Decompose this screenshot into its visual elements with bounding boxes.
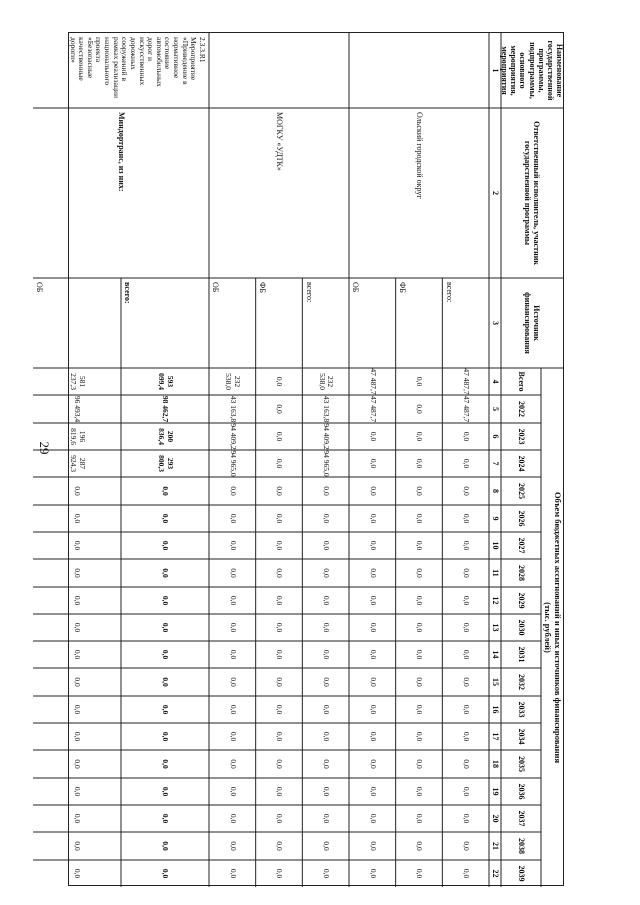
value-cell: 0,0: [73, 595, 83, 606]
value-cell: 0,0: [368, 759, 378, 769]
source-cell: всего:: [304, 282, 314, 303]
value-cell: 0,0: [228, 568, 238, 578]
value-cell: 593 099,4: [157, 373, 175, 390]
header-year-2027: 2027: [516, 537, 526, 554]
value-cell: 94 965,0: [321, 450, 331, 477]
value-cell: 0,0: [275, 376, 285, 387]
value-cell: 0,0: [461, 649, 471, 660]
value-cell: 0,0: [275, 704, 285, 715]
column-number: 6: [490, 434, 500, 439]
value-cell: 0,0: [415, 731, 425, 742]
value-cell: 0,0: [228, 731, 238, 742]
value-cell: 0,0: [275, 786, 285, 797]
column-number: 3: [490, 321, 500, 325]
value-cell: 0,0: [275, 458, 285, 469]
value-cell: 0,0: [275, 731, 285, 742]
column-number: 1: [490, 68, 500, 73]
value-cell: 0,0: [275, 513, 285, 524]
column-number: 8: [490, 489, 500, 493]
column-number: 19: [490, 787, 500, 796]
value-cell: 581 237,3: [69, 373, 87, 390]
header-year-2032: 2032: [516, 674, 526, 690]
column-number: 10: [490, 541, 500, 550]
value-cell: 0,0: [73, 813, 83, 824]
column-number: 15: [490, 678, 500, 686]
value-cell: 293 800,3: [157, 455, 175, 472]
value-cell: 0,0: [275, 404, 285, 414]
group-name-1: [209, 33, 349, 108]
value-cell: 0,0: [368, 568, 378, 578]
source-cell: всего:: [444, 282, 454, 303]
value-cell: 0,0: [228, 540, 238, 551]
header-year-2031: 2031: [516, 646, 526, 663]
column-number: 11: [490, 569, 500, 577]
value-cell: 0,0: [321, 486, 331, 496]
value-cell: 0,0: [321, 868, 331, 879]
value-cell: 0,0: [461, 841, 471, 851]
value-cell: 0,0: [275, 677, 285, 687]
value-cell: 0,0: [161, 649, 171, 660]
value-cell: 0,0: [415, 704, 425, 715]
value-cell: 0,0: [73, 513, 83, 524]
value-cell: 98 462,7: [161, 395, 171, 423]
value-cell: 0,0: [321, 513, 331, 524]
rotated-page: [0, 32, 565, 882]
column-number: 18: [490, 760, 500, 768]
value-cell: 0,0: [321, 595, 331, 606]
header-volume-title: [541, 368, 563, 887]
value-cell: 0,0: [228, 622, 238, 633]
value-cell: 0,0: [73, 622, 83, 633]
value-cell: 0,0: [161, 568, 171, 578]
header-year-2024: 2024: [516, 455, 526, 472]
header-total: Всего: [516, 371, 526, 392]
header-executor: Ответственный исполнитель, участник государственной программы: [523, 121, 542, 265]
value-cell: 232 538,0: [317, 373, 336, 390]
value-cell: 0,0: [415, 376, 425, 387]
value-cell: 0,0: [415, 486, 425, 496]
source-cell: ФБ: [257, 282, 267, 293]
value-cell: 47 487,7: [368, 368, 378, 395]
header-year-2034: 2034: [516, 728, 526, 745]
value-cell: 94 965,0: [228, 450, 238, 477]
value-cell: 0,0: [461, 813, 471, 824]
value-cell: 43 163,8: [321, 395, 331, 423]
group-executor-2: Миндортранс, из них:: [116, 112, 126, 192]
value-cell: 0,0: [275, 568, 285, 578]
value-cell: 0,0: [228, 786, 238, 797]
source-cell: ОБ: [211, 282, 221, 293]
value-cell: 0,0: [228, 595, 238, 606]
value-cell: 0,0: [368, 677, 378, 687]
value-cell: 0,0: [415, 622, 425, 633]
value-cell: 0,0: [461, 677, 471, 687]
value-cell: 0,0: [461, 731, 471, 742]
header-name: Наименование государственной программы, подпрограммы, основного мероприятия, мероприятия: [500, 40, 565, 101]
volume-title-text: Объем бюджетных ассигнований и иных источников финансирования: [552, 491, 563, 764]
value-cell: 0,0: [321, 568, 331, 578]
column-number: 17: [490, 732, 500, 741]
value-cell: 0,0: [275, 868, 285, 879]
column-number: 12: [490, 596, 500, 605]
volume-unit-text: (тыс. рублей): [543, 602, 553, 653]
value-cell: 0,0: [368, 622, 378, 633]
value-cell: 0,0: [321, 759, 331, 769]
page-number: 29: [37, 441, 52, 455]
value-cell: 0,0: [275, 813, 285, 824]
source-cell: всего:: [123, 282, 133, 304]
header-year-2037: 2037: [516, 810, 526, 827]
value-cell: 0,0: [461, 595, 471, 606]
value-cell: 0,0: [461, 540, 471, 551]
group-name-0: [349, 33, 489, 108]
value-cell: 0,0: [161, 540, 171, 551]
source-cell: ОБ: [35, 282, 45, 293]
value-cell: 0,0: [73, 677, 83, 687]
value-cell: 0,0: [161, 486, 171, 496]
value-cell: 0,0: [461, 486, 471, 496]
value-cell: 0,0: [461, 458, 471, 469]
value-cell: 0,0: [228, 813, 238, 824]
column-number: 14: [490, 650, 500, 659]
value-cell: 0,0: [275, 431, 285, 442]
value-cell: 0,0: [73, 649, 83, 660]
value-cell: 0,0: [73, 704, 83, 715]
value-cell: 0,0: [161, 841, 171, 851]
value-cell: 0,0: [73, 486, 83, 496]
value-cell: 0,0: [415, 841, 425, 851]
column-number: 21: [490, 842, 500, 850]
column-number: 9: [490, 516, 500, 521]
value-cell: 0,0: [161, 759, 171, 769]
value-cell: 43 163,8: [228, 395, 238, 423]
source-cell: ОБ: [351, 282, 361, 293]
value-cell: 0,0: [368, 486, 378, 496]
value-cell: 0,0: [321, 622, 331, 633]
header-year-2023: 2023: [516, 428, 526, 445]
value-cell: 0,0: [321, 841, 331, 851]
value-cell: 0,0: [415, 404, 425, 414]
value-cell: 0,0: [368, 704, 378, 715]
value-cell: 0,0: [161, 704, 171, 715]
value-cell: 0,0: [275, 841, 285, 851]
column-number: 2: [490, 191, 500, 195]
value-cell: 200 836,4: [157, 428, 175, 445]
value-cell: 0,0: [275, 486, 285, 496]
value-cell: 0,0: [275, 649, 285, 660]
value-cell: 0,0: [275, 622, 285, 633]
value-cell: 0,0: [415, 568, 425, 578]
header-year-2033: 2033: [516, 701, 526, 718]
column-number: 7: [490, 461, 500, 466]
value-cell: 0,0: [461, 786, 471, 797]
value-cell: 47 487,7: [368, 395, 378, 423]
value-cell: 0,0: [415, 786, 425, 797]
value-cell: 47 487,7: [461, 368, 471, 395]
value-cell: 0,0: [415, 540, 425, 551]
value-cell: 0,0: [461, 513, 471, 524]
value-cell: 0,0: [161, 513, 171, 524]
value-cell: 0,0: [368, 540, 378, 551]
group-executor-1: МОГКУ «УДТК»: [274, 112, 284, 171]
header-year-2038: 2038: [516, 838, 526, 854]
header-year-2022: 2022: [516, 401, 526, 417]
value-cell: 0,0: [321, 677, 331, 687]
value-cell: 0,0: [73, 568, 83, 578]
value-cell: 0,0: [275, 759, 285, 769]
value-cell: 0,0: [228, 513, 238, 524]
value-cell: 0,0: [321, 731, 331, 742]
value-cell: 0,0: [368, 431, 378, 442]
source-cell: ФБ: [397, 282, 407, 293]
value-cell: 0,0: [228, 677, 238, 687]
value-cell: 0,0: [275, 540, 285, 551]
value-cell: 0,0: [368, 458, 378, 469]
value-cell: 0,0: [461, 759, 471, 769]
value-cell: 47 487,7: [461, 395, 471, 423]
header-year-2035: 2035: [516, 756, 526, 772]
value-cell: 0,0: [73, 759, 83, 769]
value-cell: 0,0: [321, 540, 331, 551]
header-year-2030: 2030: [516, 619, 526, 636]
value-cell: 0,0: [461, 622, 471, 633]
value-cell: 0,0: [415, 868, 425, 879]
value-cell: 196 819,6: [69, 428, 87, 445]
value-cell: 0,0: [415, 431, 425, 442]
value-cell: 0,0: [228, 868, 238, 879]
value-cell: 0,0: [228, 486, 238, 496]
value-cell: 0,0: [415, 649, 425, 660]
value-cell: 0,0: [461, 431, 471, 442]
value-cell: 0,0: [368, 731, 378, 742]
value-cell: 0,0: [73, 731, 83, 742]
value-cell: 0,0: [461, 868, 471, 879]
header-year-2026: 2026: [516, 510, 526, 527]
header-year-2039: 2039: [516, 865, 526, 882]
value-cell: 0,0: [368, 813, 378, 824]
value-cell: 232 538,0: [224, 373, 242, 390]
value-cell: 0,0: [368, 841, 378, 851]
value-cell: 96 493,4: [73, 395, 83, 423]
value-cell: 0,0: [368, 595, 378, 606]
value-cell: 0,0: [368, 868, 378, 879]
value-cell: 0,0: [161, 786, 171, 797]
value-cell: 0,0: [368, 649, 378, 660]
group-name-2: 2.3.3.R1 Мероприятие «Приведение в нормативное состояние автомобильных дорог и искусственных дорожных сооружений в рамках реализации национального проекта «Безопасные качественные дороги»: [68, 37, 207, 98]
value-cell: 94 409,2: [321, 423, 331, 450]
value-cell: 287 924,3: [69, 455, 87, 472]
value-cell: 0,0: [73, 786, 83, 797]
value-cell: 0,0: [161, 677, 171, 687]
value-cell: 0,0: [321, 813, 331, 824]
value-cell: 0,0: [161, 622, 171, 633]
column-number: 13: [490, 623, 500, 632]
value-cell: 0,0: [161, 595, 171, 606]
value-cell: 0,0: [228, 649, 238, 660]
value-cell: 0,0: [461, 568, 471, 578]
value-cell: 0,0: [73, 540, 83, 551]
value-cell: 0,0: [228, 841, 238, 851]
value-cell: 0,0: [321, 704, 331, 715]
header-source: Источник финансирования: [523, 292, 542, 354]
value-cell: 0,0: [415, 513, 425, 524]
value-cell: 0,0: [415, 759, 425, 769]
value-cell: 0,0: [228, 759, 238, 769]
value-cell: 0,0: [275, 595, 285, 606]
column-number: 4: [490, 379, 500, 384]
column-number: 5: [490, 407, 500, 411]
value-cell: 0,0: [461, 704, 471, 715]
header-year-2028: 2028: [516, 565, 526, 581]
column-number: 20: [490, 814, 500, 823]
budget-table: [35, 32, 565, 886]
value-cell: 94 409,2: [228, 423, 238, 450]
value-cell: 0,0: [415, 813, 425, 824]
value-cell: 0,0: [73, 868, 83, 879]
value-cell: 0,0: [161, 868, 171, 879]
value-cell: 0,0: [161, 731, 171, 742]
header-year-2036: 2036: [516, 783, 526, 800]
value-cell: 0,0: [415, 677, 425, 687]
value-cell: 0,0: [368, 513, 378, 524]
value-cell: 0,0: [415, 458, 425, 469]
value-cell: 0,0: [321, 786, 331, 797]
value-cell: 0,0: [228, 704, 238, 715]
value-cell: 0,0: [161, 813, 171, 824]
group-executor-0: Ольский городской округ: [414, 112, 424, 199]
value-cell: 0,0: [321, 649, 331, 660]
header-year-2029: 2029: [516, 592, 526, 609]
column-number: 16: [490, 705, 500, 714]
column-number: 22: [490, 869, 500, 878]
value-cell: 0,0: [368, 786, 378, 797]
header-year-2025: 2025: [516, 483, 526, 499]
value-cell: 0,0: [415, 595, 425, 606]
value-cell: 0,0: [73, 841, 83, 851]
